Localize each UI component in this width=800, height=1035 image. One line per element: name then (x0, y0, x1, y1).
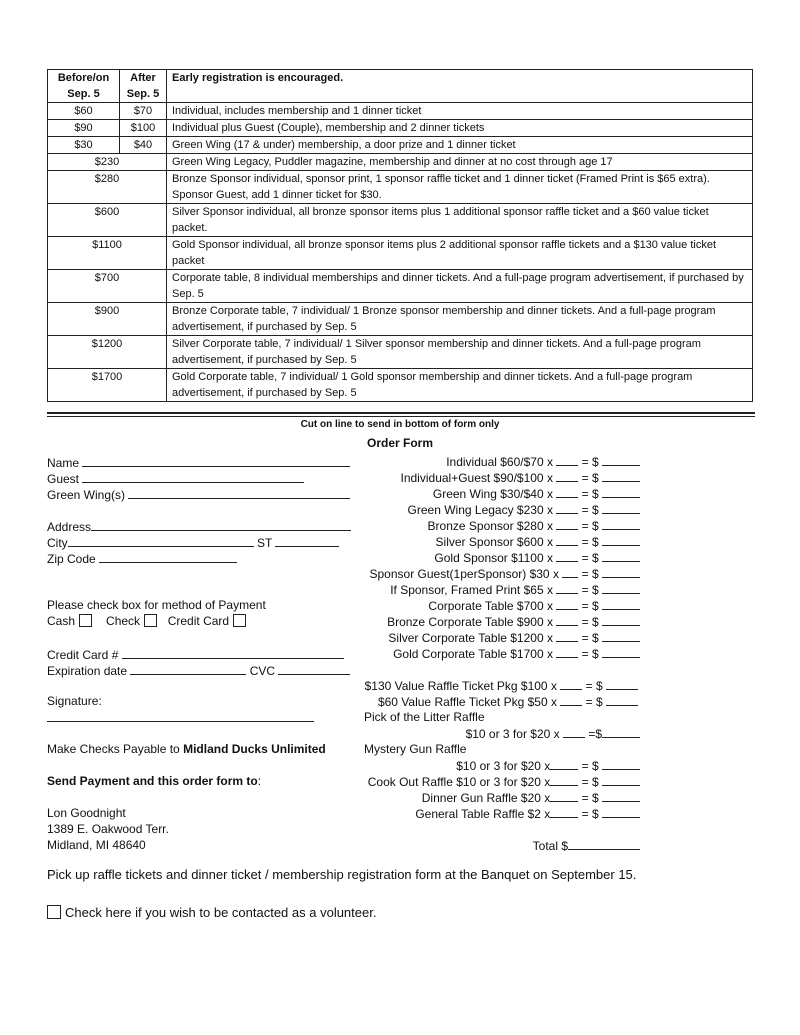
equals-sign: = $ (581, 807, 599, 821)
payable-name: Midland Ducks Unlimited (183, 742, 326, 756)
equals-sign: = $ (581, 551, 599, 565)
amount-blank[interactable] (602, 806, 640, 818)
price: $1700 (48, 369, 167, 402)
equals-sign: = $ (581, 567, 599, 581)
table-row (48, 204, 753, 237)
header-before: Before/on Sep. 5 (48, 70, 120, 103)
equals-sign: = $ (581, 583, 599, 597)
city-label: City (47, 536, 68, 550)
address-label: Address (47, 520, 92, 534)
amount-blank[interactable] (602, 566, 640, 578)
equals-sign: = $ (581, 487, 599, 501)
send-to-colon: : (257, 774, 262, 788)
guest-label: Guest (47, 472, 80, 486)
amount-blank[interactable] (602, 758, 640, 770)
order-line-label: Green Wing Legacy $230 x (407, 503, 553, 517)
row-description: Bronze Corporate table, 7 individual/ 1 Bronze sponsor membership and dinner tickets. And a full-page program advertisement, if purchased by Sep. 5 (167, 303, 753, 336)
amount-blank[interactable] (602, 454, 640, 466)
order-line-label: Sponsor Guest(1perSponsor) $30 x (369, 567, 559, 581)
order-line-label: Corporate Table $700 x (428, 599, 553, 613)
qty-blank[interactable] (560, 678, 582, 690)
pick-litter-title: Pick of the Litter Raffle (364, 710, 485, 724)
order-line[interactable] (390, 582, 640, 597)
price-after: $40 (120, 137, 167, 154)
total-label: Total $ (532, 839, 568, 853)
address-field[interactable] (47, 518, 351, 534)
row-description: Silver Sponsor individual, all bronze sponsor items plus 1 additional sponsor raffle ticket and a $60 value ticket packet. (167, 204, 753, 237)
row-description: Gold Corporate table, 7 individual/ 1 Gold sponsor membership and dinner tickets. And a full-page program advertisement, if purchased by Sep. 5 (167, 369, 753, 402)
order-line-label: Green Wing $30/$40 x (432, 487, 553, 501)
name-input-line[interactable] (82, 454, 350, 467)
st-label: ST (257, 536, 273, 550)
equals-sign: = $ (581, 759, 599, 773)
mailing-city: Midland, MI 48640 (47, 838, 146, 852)
credit-card-number-input-line[interactable] (122, 646, 344, 659)
signature-label: Signature: (47, 694, 102, 708)
qty-blank[interactable] (550, 758, 578, 770)
volunteer-label: Check here if you wish to be contacted as a volunteer. (65, 905, 377, 920)
amount-blank[interactable] (602, 486, 640, 498)
equals-sign: = $ (581, 503, 599, 517)
cash-label: Cash (47, 614, 76, 628)
qty-blank[interactable] (556, 470, 578, 482)
raffle-label: General Table Raffle $2 x (415, 807, 551, 821)
amount-blank[interactable] (602, 774, 640, 786)
raffle-label: $10 or 3 for $20 x (465, 727, 560, 741)
qty-blank[interactable] (562, 566, 578, 578)
table-row (48, 369, 753, 402)
qty-blank[interactable] (556, 486, 578, 498)
credit-card-number-field[interactable] (47, 646, 344, 662)
equals-sign: = $ (585, 695, 603, 709)
credit-card-label: Credit Card (167, 614, 230, 628)
price-before: $60 (48, 103, 120, 120)
order-line[interactable] (401, 470, 641, 485)
amount-blank[interactable] (602, 726, 640, 738)
equals-sign: = $ (585, 679, 603, 693)
amount-blank[interactable] (602, 518, 640, 530)
equals-sign: = $ (581, 535, 599, 549)
row-description: Silver Corporate table, 7 individual/ 1 Silver sponsor membership and dinner tickets. And a full-page program advertisement, if purchased by Sep. 5 (167, 336, 753, 369)
price-before: $90 (48, 120, 120, 137)
qty-blank[interactable] (556, 550, 578, 562)
zip-label: Zip Code (47, 552, 96, 566)
zip-field[interactable] (47, 550, 237, 566)
header-after: After Sep. 5 (120, 70, 167, 103)
amount-blank[interactable] (602, 598, 640, 610)
guest-field[interactable] (47, 470, 304, 486)
qty-blank[interactable] (556, 534, 578, 546)
cvc-input-line[interactable] (278, 662, 350, 675)
equals-sign: = $ (581, 519, 599, 533)
amount-blank[interactable] (602, 790, 640, 802)
price: $1200 (48, 336, 167, 369)
credit-card-number-label: Credit Card # (47, 648, 119, 662)
mailing-name: Lon Goodnight (47, 806, 126, 820)
order-line[interactable] (387, 614, 640, 629)
table-row (48, 336, 753, 369)
order-line[interactable] (446, 454, 640, 469)
city-input-line[interactable] (68, 534, 254, 547)
header-description: Early registration is encouraged. (167, 70, 753, 103)
expiration-label: Expiration date (47, 664, 128, 678)
price: $900 (48, 303, 167, 336)
pick-litter-line[interactable] (466, 726, 640, 741)
qty-blank[interactable] (556, 454, 578, 466)
mystery-gun-line[interactable] (456, 758, 640, 773)
price: $700 (48, 270, 167, 303)
amount-blank[interactable] (602, 614, 640, 626)
check-label: Check (106, 614, 141, 628)
row-description: Individual plus Guest (Couple), membership and 2 dinner tickets (167, 120, 753, 137)
amount-blank[interactable] (602, 550, 640, 562)
send-to (47, 774, 261, 788)
signature-input-line[interactable] (47, 709, 314, 722)
qty-blank[interactable] (556, 630, 578, 642)
table-row (48, 171, 753, 204)
order-line[interactable] (428, 518, 640, 533)
order-line[interactable] (428, 598, 640, 613)
qty-blank[interactable] (556, 502, 578, 514)
amount-blank[interactable] (602, 646, 640, 658)
st-input-line[interactable] (275, 534, 339, 547)
green-wings-input-line[interactable] (128, 486, 350, 499)
order-line[interactable] (434, 550, 640, 565)
table-row (48, 237, 753, 270)
payment-methods (47, 614, 250, 628)
qty-blank[interactable] (563, 726, 585, 738)
order-line-label: Gold Sponsor $1100 x (434, 551, 553, 565)
expiration-input-line[interactable] (130, 662, 246, 675)
raffle-label: $10 or 3 for $20 x (456, 759, 551, 773)
cut-line-top (47, 412, 755, 414)
general-table-line[interactable] (415, 806, 640, 821)
city-st-field[interactable] (47, 534, 339, 550)
amount-blank[interactable] (606, 678, 638, 690)
row-description: Gold Sponsor individual, all bronze sponsor items plus 2 additional sponsor raffle tickets and a $130 value ticket packet (167, 237, 753, 270)
table-row (48, 137, 753, 154)
total-line[interactable] (533, 838, 640, 853)
guest-input-line[interactable] (82, 470, 304, 483)
qty-blank[interactable] (556, 646, 578, 658)
cut-instruction: Cut on line to send in bottom of form only (300, 419, 500, 430)
name-label: Name (47, 456, 80, 470)
amount-blank[interactable] (602, 502, 640, 514)
equals-sign: = $ (581, 471, 599, 485)
price: $1100 (48, 237, 167, 270)
green-wings-field[interactable] (47, 486, 350, 502)
cut-line-bottom (47, 416, 755, 417)
price-after: $70 (120, 103, 167, 120)
order-line-label: Silver Corporate Table $1200 x (388, 631, 553, 645)
zip-input-line[interactable] (99, 550, 237, 563)
qty-blank[interactable] (556, 518, 578, 530)
order-form-title: Order Form (366, 436, 433, 450)
payable-prefix: Make Checks Payable to (47, 742, 184, 756)
qty-blank[interactable] (556, 614, 578, 626)
cvc-label: CVC (249, 664, 276, 678)
order-line-label: If Sponsor, Framed Print $65 x (390, 583, 553, 597)
table-row (48, 303, 753, 336)
payable-to (47, 742, 326, 756)
amount-blank[interactable] (602, 630, 640, 642)
cash-checkbox[interactable] (79, 614, 92, 627)
dinner-gun-line[interactable] (422, 790, 640, 805)
order-line[interactable] (393, 646, 640, 661)
row-description: Green Wing Legacy, Puddler magazine, membership and dinner at no cost through age 17 (167, 154, 753, 171)
volunteer-row[interactable] (47, 905, 376, 920)
volunteer-checkbox[interactable] (47, 905, 61, 919)
cook-out-line[interactable] (368, 774, 640, 789)
equals-sign: = $ (581, 615, 599, 629)
amount-blank[interactable] (602, 582, 640, 594)
order-line-label: Individual $60/$70 x (446, 455, 553, 469)
order-line[interactable] (433, 486, 640, 501)
qty-blank[interactable] (560, 694, 582, 706)
equals-sign: = $ (581, 631, 599, 645)
raffle-label: $60 Value Raffle Ticket Pkg $50 x (377, 695, 557, 709)
equals-sign: = $ (581, 455, 599, 469)
order-line-label: Bronze Sponsor $280 x (427, 519, 553, 533)
order-line-label: Bronze Corporate Table $900 x (387, 615, 553, 629)
pickup-note: Pick up raffle tickets and dinner ticket / membership registration form at the Banquet on September 15. (47, 867, 637, 882)
qty-blank[interactable] (556, 598, 578, 610)
row-description: Green Wing (17 & under) membership, a door prize and 1 dinner ticket (167, 137, 753, 154)
equals-sign: = $ (581, 599, 599, 613)
total-blank[interactable] (568, 838, 640, 850)
order-line[interactable] (436, 534, 640, 549)
raffle-label: Cook Out Raffle $10 or 3 for $20 x (367, 775, 551, 789)
qty-blank[interactable] (550, 806, 578, 818)
address-input-line[interactable] (91, 518, 351, 531)
amount-blank[interactable] (602, 470, 640, 482)
table-row (48, 120, 753, 137)
order-line[interactable] (370, 566, 641, 581)
order-line-label: Individual+Guest $90/$100 x (400, 471, 553, 485)
table-row (48, 103, 753, 120)
expiration-cvc-field[interactable] (47, 662, 350, 678)
equals-sign: = $ (581, 791, 599, 805)
amount-blank[interactable] (606, 694, 638, 706)
price: $280 (48, 171, 167, 204)
price: $230 (48, 154, 167, 171)
price-after: $100 (120, 120, 167, 137)
order-line-label: Gold Corporate Table $1700 x (393, 647, 553, 661)
raffle-line-130[interactable] (365, 678, 638, 693)
qty-blank[interactable] (556, 582, 578, 594)
table-row (48, 154, 753, 171)
table-header-row (48, 70, 753, 103)
row-description: Corporate table, 8 individual memberships and dinner tickets. And a full-page program advertisement, if purchased by Sep. 5 (167, 270, 753, 303)
order-line[interactable] (388, 630, 640, 645)
equals-sign: = $ (581, 775, 599, 789)
green-wings-label: Green Wing(s) (47, 488, 126, 502)
table-row (48, 270, 753, 303)
mystery-gun-title: Mystery Gun Raffle (364, 742, 467, 756)
qty-blank[interactable] (550, 790, 578, 802)
raffle-line-60[interactable] (378, 694, 638, 709)
check-checkbox[interactable] (144, 614, 157, 627)
credit-card-checkbox[interactable] (233, 614, 246, 627)
payment-prompt: Please check box for method of Payment (47, 598, 266, 612)
raffle-label: $130 Value Raffle Ticket Pkg $100 x (364, 679, 557, 693)
row-description: Bronze Sponsor individual, sponsor print, 1 sponsor raffle ticket and 1 dinner ticket (Framed Print is $65 extra). Sponsor Guest, add 1 dinner ticket for $30. (167, 171, 753, 204)
equals-sign: = $ (581, 647, 599, 661)
amount-blank[interactable] (602, 534, 640, 546)
equals-sign: =$ (588, 727, 602, 741)
order-line[interactable] (408, 502, 640, 517)
raffle-label: Dinner Gun Raffle $20 x (421, 791, 551, 805)
price: $600 (48, 204, 167, 237)
mailing-street: 1389 E. Oakwood Terr. (47, 822, 169, 836)
send-to-label: Send Payment and this order form to (47, 774, 258, 788)
order-line-label: Silver Sponsor $600 x (435, 535, 553, 549)
name-field[interactable] (47, 454, 350, 470)
qty-blank[interactable] (550, 774, 578, 786)
row-description: Individual, includes membership and 1 dinner ticket (167, 103, 753, 120)
price-before: $30 (48, 137, 120, 154)
price-table (47, 69, 753, 402)
